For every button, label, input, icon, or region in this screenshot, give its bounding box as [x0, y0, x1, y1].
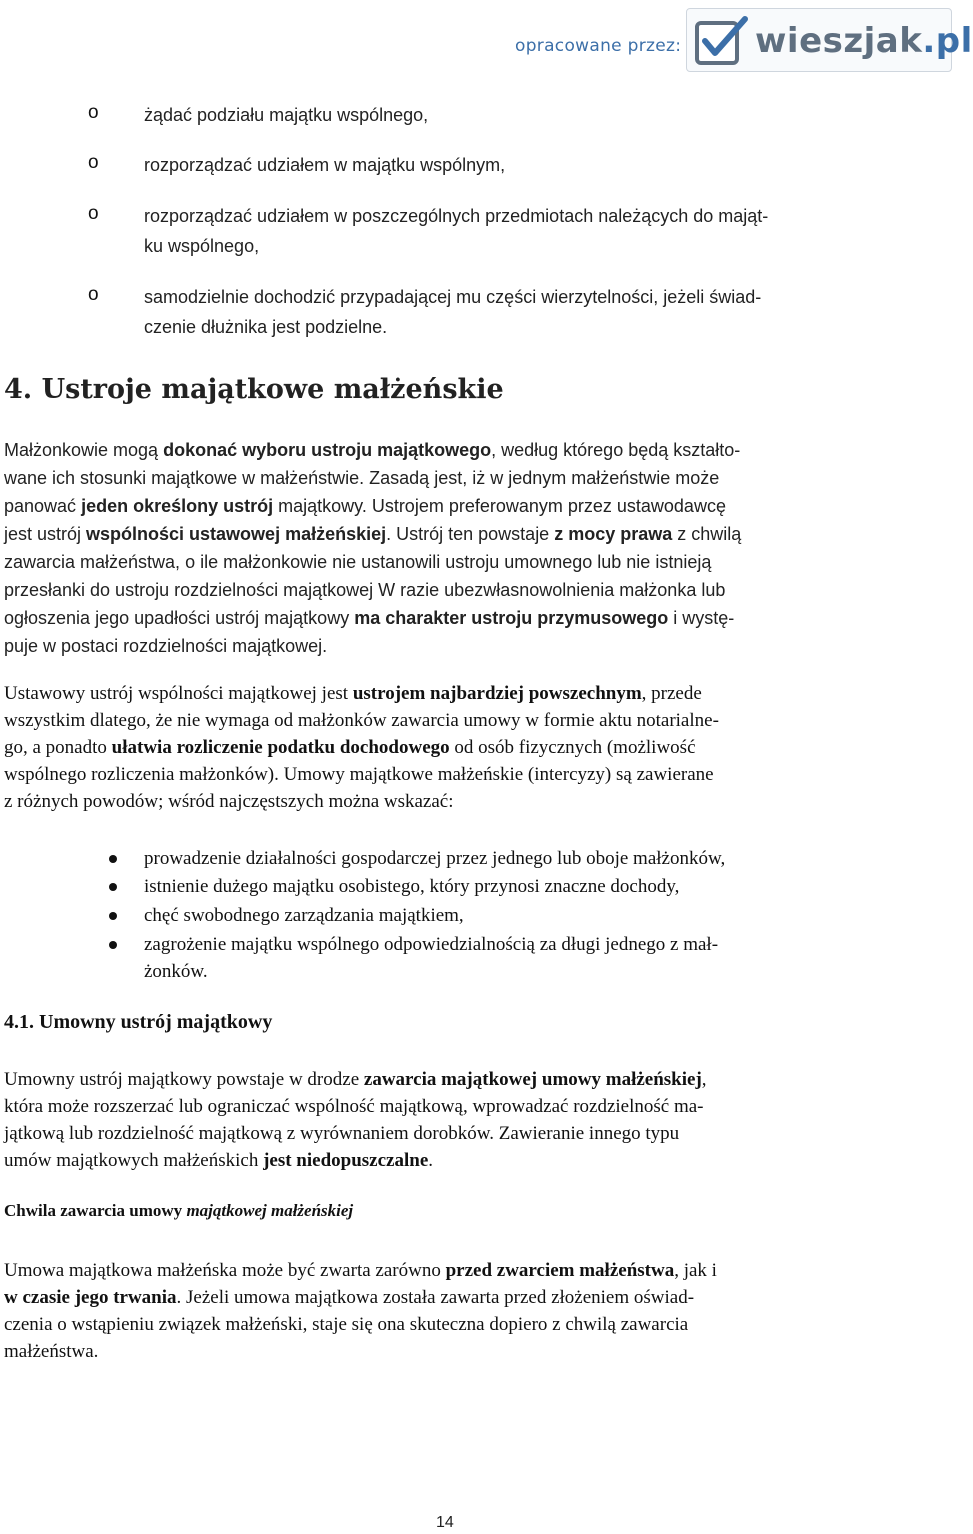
circle-bullet-marker: o: [88, 102, 99, 123]
bold-text: w czasie jego trwania: [4, 1287, 177, 1308]
paragraph-line: [4, 680, 702, 707]
text-run: wszystkim dlatego, że nie wymaga od małżonków zawarcia umowy w formie aktu notarialne-: [4, 710, 719, 731]
paragraph-line: [4, 1311, 688, 1338]
paragraph-line: [4, 605, 734, 632]
section-4-heading: 4. Ustroje majątkowe małżeńskie: [4, 374, 504, 405]
text-run: , według którego będą kształto-: [491, 440, 741, 460]
text-run: jątkową lub rozdzielność majątkową z wyrównaniem dorobków. Zawieranie innego typu: [4, 1123, 680, 1144]
text-run: wane ich stosunki majątkowe w małżeństwie. Zasadą jest, iż w jednym małżeństwie może: [4, 468, 720, 488]
bold-text: zawarcia majątkowej umowy małżeńskiej: [363, 1069, 702, 1090]
bold-text: ustrojem najbardziej powszechnym: [352, 683, 642, 704]
text-run: umów majątkowych małżeńskich: [4, 1150, 264, 1171]
text-run: czenia o wstąpieniu związek małżeński, staje się ona skuteczna dopiero z chwilą zawarcia: [4, 1314, 689, 1335]
paragraph-line: [4, 1284, 694, 1311]
paragraph-line: [4, 577, 725, 604]
text-run: ogłoszenia jego upadłości ustrój majątkowy: [4, 608, 355, 628]
paragraph-line: [4, 549, 711, 576]
bullet-dot-icon: [109, 855, 117, 863]
paragraph-line: [4, 437, 740, 464]
text-run: od osób fizycznych (możliwość: [449, 737, 696, 758]
text-run: z chwilą: [672, 524, 742, 544]
circle-bullet-marker: o: [88, 284, 99, 305]
bold-text: jest niedopuszczalne: [263, 1150, 429, 1171]
text-run: Chwila zawarcia umowy: [4, 1201, 187, 1220]
paragraph-line: [4, 1120, 679, 1147]
text-run: Umowny ustrój majątkowy powstaje w drodze: [4, 1069, 364, 1090]
section-4-1-heading: 4.1. Umowny ustrój majątkowy: [4, 1011, 273, 1033]
text-run: puje w postaci rozdzielności majątkowej.: [4, 636, 328, 656]
bullet-list-item: prowadzenie działalności gospodarczej przez jednego lub oboje małżonków,: [144, 848, 726, 869]
paragraph-line: [4, 734, 696, 761]
paragraph-line: [4, 493, 726, 520]
text-run: Małżonkowie mogą: [4, 440, 164, 460]
paragraph-line: [4, 465, 719, 492]
circle-list-item: samodzielnie dochodzić przypadającej mu części wierzytelności, jeżeli świad-: [144, 287, 762, 307]
header-tagline: opracowane przez:: [515, 36, 682, 56]
paragraph-line: [4, 633, 327, 660]
text-run: i wystę-: [668, 608, 735, 628]
text-run: ,: [701, 1069, 707, 1090]
paragraph-line: [4, 1338, 98, 1365]
text-run: panować: [4, 496, 82, 516]
paragraph-line: [4, 1147, 433, 1174]
text-run: , przede: [641, 683, 702, 704]
circle-bullet-marker: o: [88, 152, 99, 173]
bold-text: ułatwia rozliczenie podatku dochodowego: [111, 737, 450, 758]
paragraph-line: [4, 1257, 717, 1284]
paragraph-line: [4, 1066, 707, 1093]
bullet-list-item: żonków.: [144, 961, 208, 982]
site-logo: [686, 8, 973, 72]
bold-text: ma charakter ustroju przymusowego: [354, 608, 669, 628]
italic-text: majątkowej małżeńskiej: [186, 1201, 354, 1220]
text-run: . Jeżeli umowa majątkowa została zawarta przed złożeniem oświad-: [176, 1287, 695, 1308]
text-run: która może rozszerzać lub ograniczać wspólność majątkową, wprowadzać rozdzielność ma-: [4, 1096, 704, 1117]
text-run: małżeństwa.: [4, 1341, 99, 1362]
text-run: przesłanki do ustroju rozdzielności majątkowej W razie ubezwłasnowolnienia małżonka lub: [4, 580, 726, 600]
paragraph-line: [4, 521, 741, 548]
bullet-dot-icon: [109, 941, 117, 949]
text-run: Umowa majątkowa małżeńska może być zwarta zarówno: [4, 1260, 446, 1281]
text-run: jest ustrój: [4, 524, 87, 544]
text-run: .: [428, 1150, 434, 1171]
text-run: z różnych powodów; wśród najczęstszych można wskazać:: [4, 791, 454, 812]
bold-text: dokonać wyboru ustroju majątkowego: [163, 440, 492, 460]
logo-domain: .pl: [922, 21, 973, 61]
bold-text: przed zwarciem małżeństwa: [445, 1260, 675, 1281]
bold-text: z mocy prawa: [554, 524, 673, 544]
circle-list-item: czenie dłużnika jest podzielne.: [144, 317, 388, 337]
logo-text: [755, 21, 973, 61]
bullet-dot-icon: [109, 883, 117, 891]
bullet-list-item: istnienie dużego majątku osobistego, który przynosi znaczne dochody,: [144, 876, 680, 897]
paragraph-line: [4, 761, 714, 788]
text-run: majątkowy. Ustrojem preferowanym przez ustawodawcę: [273, 496, 726, 516]
bullet-list-item: zagrożenie majątku wspólnego odpowiedzialnością za długi jednego z mał-: [144, 934, 719, 955]
text-run: go, a ponadto: [4, 737, 112, 758]
section-4-1-subheading: [4, 1201, 353, 1221]
circle-list-item: rozporządzać udziałem w majątku wspólnym,: [144, 155, 506, 175]
logo-main: wieszjak: [755, 21, 923, 61]
paragraph-line: [4, 1093, 704, 1120]
text-run: Ustawowy ustrój wspólności majątkowej jest: [4, 683, 353, 704]
bold-text: jeden określony ustrój: [81, 496, 274, 516]
bullet-list-item: chęć swobodnego zarządzania majątkiem,: [144, 905, 464, 926]
checkmark-logo-icon: [695, 15, 751, 67]
paragraph-line: [4, 788, 454, 815]
text-run: zawarcia małżeństwa, o ile małżonkowie nie ustanowili ustroju umownego lub nie istnieją: [4, 552, 712, 572]
circle-bullet-marker: o: [88, 203, 99, 224]
text-run: . Ustrój ten powstaje: [386, 524, 555, 544]
text-run: wspólnego rozliczenia małżonków). Umowy majątkowe małżeńskie (intercyzy) są zawierane: [4, 764, 714, 785]
circle-list-item: ku wspólnego,: [144, 236, 260, 256]
paragraph-line: [4, 707, 719, 734]
circle-list-item: rozporządzać udziałem w poszczególnych przedmiotach należących do mająt-: [144, 206, 769, 226]
bullet-dot-icon: [109, 912, 117, 920]
text-run: , jak i: [674, 1260, 717, 1281]
bold-text: wspólności ustawowej małżeńskiej: [86, 524, 387, 544]
page-number: 14: [436, 1514, 454, 1531]
circle-list-item: żądać podziału majątku wspólnego,: [144, 105, 429, 125]
